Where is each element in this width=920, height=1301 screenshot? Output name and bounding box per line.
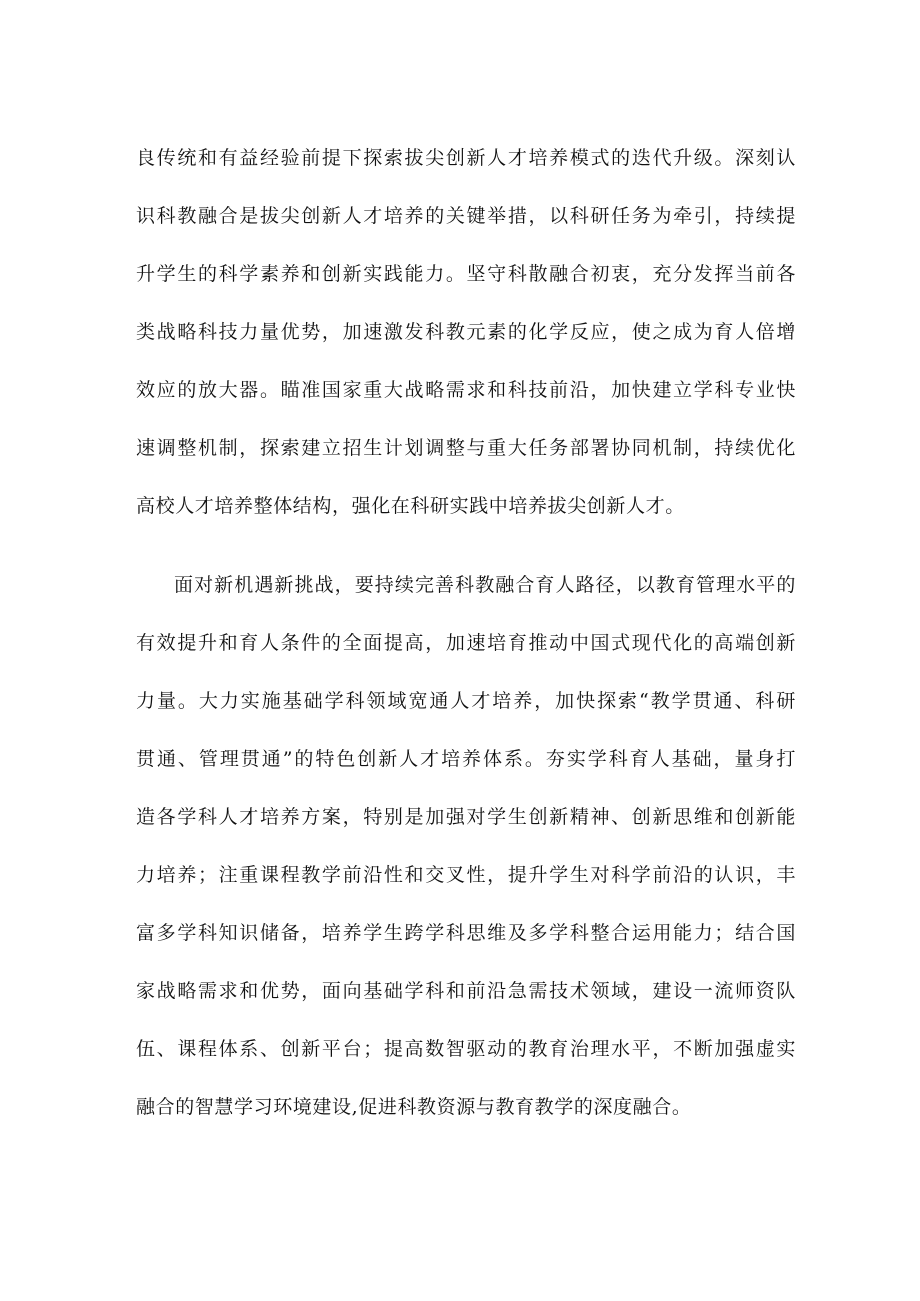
text-line: 贯通、管理贯通”的特色创新人才培养体系。夯实学科育人基础，量身打 <box>136 748 796 770</box>
text-line: 富多学科知识储备，培养学生跨学科思维及多学科整合运用能力；结合国 <box>136 922 796 944</box>
text-line: 速调整机制，探索建立招生计划调整与重大任务部署协同机制，持续优化 <box>136 437 796 459</box>
text-line: 识科教融合是拔尖创新人才培养的关键举措，以科研任务为牵引，持续提 <box>136 205 796 227</box>
text-line: 力量。大力实施基础学科领域宽通人才培养，加快探索“教学贯通、科研 <box>136 690 796 712</box>
text-line: 效应的放大器。瞄准国家重大战略需求和科技前沿，加快建立学科专业快 <box>136 379 796 401</box>
text-line: 有效提升和育人条件的全面提高，加速培育推动中国式现代化的高端创新 <box>136 632 796 654</box>
text-line: 高校人才培养整体结构，强化在科研实践中培养拔尖创新人才。 <box>136 495 685 517</box>
text-line: 类战略科技力量优势，加速激发科教元素的化学反应，使之成为育人倍增 <box>136 321 796 343</box>
text-line: 家战略需求和优势，面向基础学科和前沿急需技术领域，建设一流师资队 <box>136 980 796 1002</box>
text-line: 造各学科人才培养方案，特别是加强对学生创新精神、创新思维和创新能 <box>136 806 796 828</box>
text-line: 力培养；注重课程教学前沿性和交叉性，提升学生对科学前沿的认识，丰 <box>136 864 796 886</box>
text-line: 面对新机遇新挑战，要持续完善科教融合育人路径，以教育管理水平的 <box>174 574 796 596</box>
paragraph-2 <box>136 556 796 1136</box>
text-line: 伍、课程体系、创新平台；提高数智驱动的教育治理水平，不断加强虚实 <box>136 1038 796 1060</box>
paragraph-1 <box>136 129 796 535</box>
text-line: 良传统和有益经验前提下探索拔尖创新人才培养模式的迭代升级。深刻认 <box>136 147 796 169</box>
text-line: 升学生的科学素养和创新实践能力。坚守科散融合初衷，充分发挥当前各 <box>136 263 796 285</box>
text-line: 融合的智慧学习环境建设,促进科教资源与教育教学的深度融合。 <box>136 1096 692 1118</box>
